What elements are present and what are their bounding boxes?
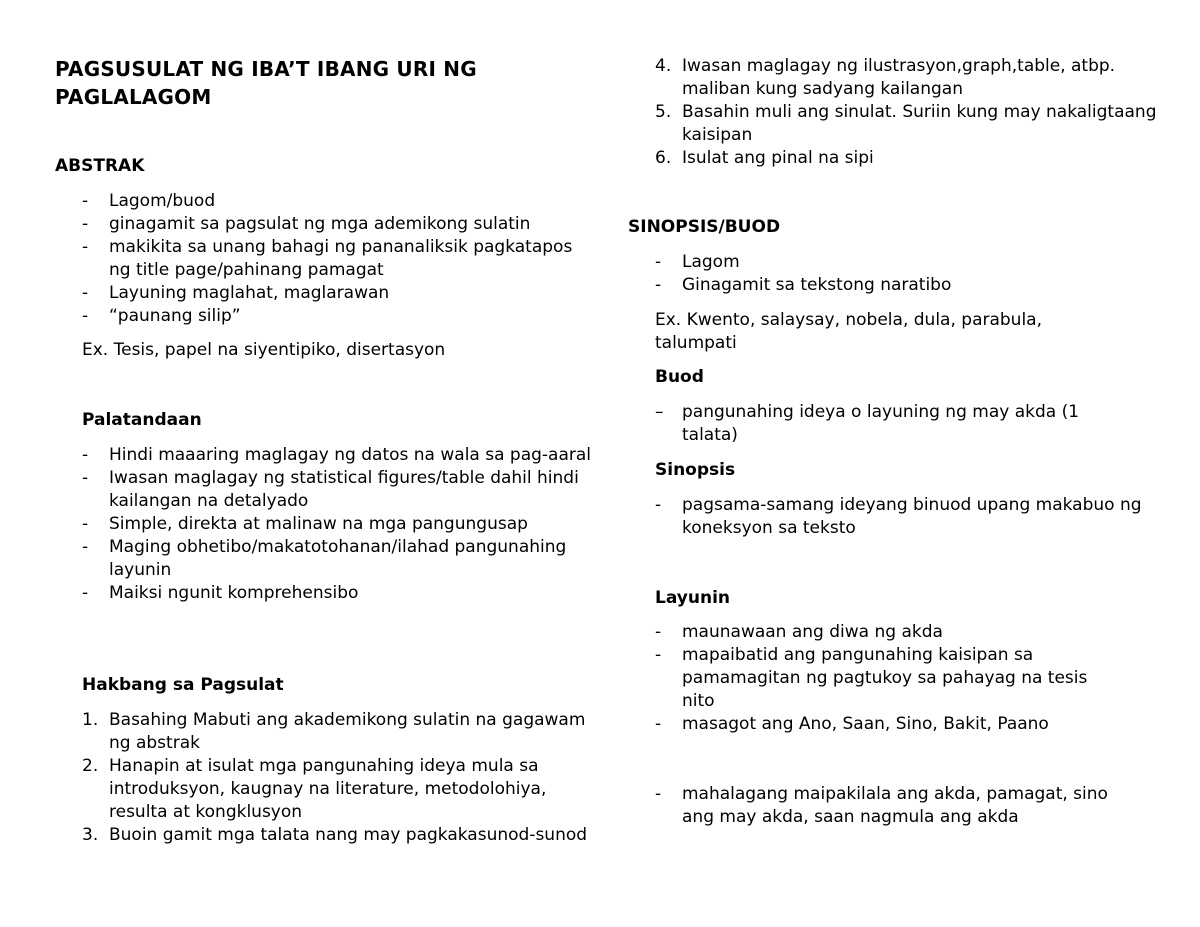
list-item: - makikita sa unang bahagi ng pananaliksik pagkatapos ng title page/pahinang pamagat xyxy=(82,237,573,280)
list-item: - masagot ang Ano, Saan, Sino, Bakit, Paano xyxy=(655,714,1049,734)
list-item: 5. Basahin muli ang sinulat. Suriin kung may nakaligtaang kaisipan xyxy=(655,102,1157,145)
list-item: - mapaibatid ang pangunahing kaisipan sa pamamagitan ng pagtukoy sa pahayag na tesis nito xyxy=(655,645,1088,711)
sinopsis-heading: Sinopsis xyxy=(655,460,736,480)
list-item: – pangunahing ideya o layuning ng may akda (1 talata) xyxy=(655,402,1080,445)
abstrak-example: Ex. Tesis, papel na siyentipiko, disertasyon xyxy=(82,340,446,360)
list-item: - Lagom/buod xyxy=(82,191,216,211)
document-title: PAGSUSULAT NG IBA’T IBANG URI NG PAGLALAGOM xyxy=(55,57,477,109)
list-item: - Lagom xyxy=(655,252,740,272)
sinopsis-example: Ex. Kwento, salaysay, nobela, dula, parabula, talumpati xyxy=(655,310,1042,353)
hakbang-continued-list xyxy=(655,55,1180,170)
list-item: - Maging obhetibo/makatotohanan/ilahad pangunahing layunin xyxy=(82,537,567,580)
list-item: - Iwasan maglagay ng statistical figures/table dahil hindi kailangan na detalyado xyxy=(82,468,579,511)
list-item: - Ginagamit sa tekstong naratibo xyxy=(655,275,952,295)
abstrak-heading: ABSTRAK xyxy=(55,156,145,176)
list-item: 2. Hanapin at isulat mga pangunahing ideya mula sa introduksyon, kaugnay na literature, metodolohiya, resulta at kongklusyon xyxy=(82,756,547,822)
hakbang-heading: Hakbang sa Pagsulat xyxy=(82,675,284,695)
sinopsis-list xyxy=(655,494,1155,540)
list-item: - Layuning maglahat, maglarawan xyxy=(82,283,390,303)
layunin-extra-list xyxy=(655,783,1145,829)
list-item: - Simple, direkta at malinaw na mga pangungusap xyxy=(82,514,528,534)
buod-heading: Buod xyxy=(655,367,704,387)
abstrak-list xyxy=(82,190,592,328)
list-item: - maunawaan ang diwa ng akda xyxy=(655,622,943,642)
layunin-list xyxy=(655,621,1125,736)
list-item: 3. Buoin gamit mga talata nang may pagkakasunod-sunod xyxy=(82,825,588,845)
list-item: - “paunang silip” xyxy=(82,306,241,326)
palatandaan-list xyxy=(82,444,592,605)
list-item: - mahalagang maipakilala ang akda, pamagat, sino ang may akda, saan nagmula ang akda xyxy=(655,784,1108,827)
sinopsis-buod-list xyxy=(655,251,1165,297)
buod-list xyxy=(655,401,1125,447)
list-item: - pagsama-samang ideyang binuod upang makabuo ng koneksyon sa teksto xyxy=(655,495,1142,538)
list-item: 1. Basahing Mabuti ang akademikong sulatin na gagawam ng abstrak xyxy=(82,710,586,753)
list-item: - Hindi maaaring maglagay ng datos na wala sa pag-aaral xyxy=(82,445,592,465)
list-item: 4. Iwasan maglagay ng ilustrasyon,graph,table, atbp. maliban kung sadyang kailangan xyxy=(655,56,1116,99)
hakbang-list xyxy=(82,709,602,847)
list-item: 6. Isulat ang pinal na sipi xyxy=(655,148,874,168)
sinopsis-buod-heading: SINOPSIS/BUOD xyxy=(628,217,781,237)
list-item: - ginagamit sa pagsulat ng mga ademikong sulatin xyxy=(82,214,531,234)
layunin-heading: Layunin xyxy=(655,588,730,608)
list-item: - Maiksi ngunit komprehensibo xyxy=(82,583,359,603)
palatandaan-heading: Palatandaan xyxy=(82,410,202,430)
